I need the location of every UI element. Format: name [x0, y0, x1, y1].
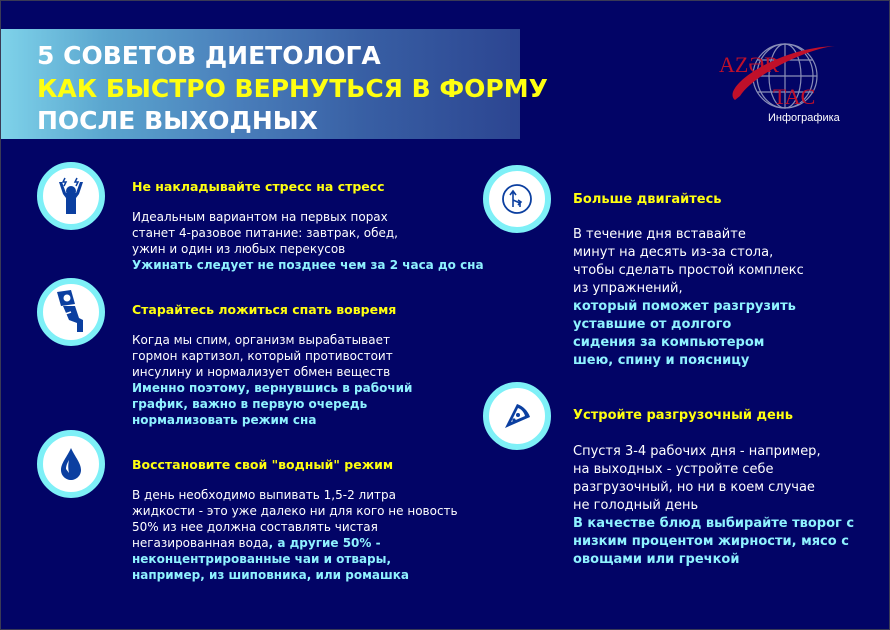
pizza-slice-icon	[501, 400, 533, 432]
tip-highlight-line: например, из шиповника, или ромашка	[132, 568, 409, 582]
title-line-1: 5 СОВЕТОВ ДИЕТОЛОГА	[37, 41, 381, 70]
tip-highlight-line: Именно поэтому, вернувшись в рабочий	[132, 381, 413, 395]
tip-text-line: ужин и один из любых перекусов	[132, 242, 346, 256]
tip-title: Не накладывайте стресс на стресс	[132, 179, 385, 194]
tip-icon-circle	[37, 162, 105, 230]
tip-body	[573, 226, 804, 370]
tip-body	[573, 443, 854, 569]
globe-icon	[715, 38, 845, 118]
tip-text-line: не голодный день	[573, 498, 699, 513]
tip-text-line: Когда мы спим, организм вырабатывает	[132, 333, 390, 347]
tip-body	[132, 209, 484, 273]
tip-highlight-line: который поможет разгрузить	[573, 299, 796, 314]
tip-title: Больше двигайтесь	[573, 192, 722, 207]
direction-arrows-icon	[501, 183, 533, 215]
tip-text-line: В день необходимо выпивать 1,5-2 литра	[132, 488, 396, 502]
tip-highlight-line: нормализовать режим сна	[132, 413, 317, 427]
tip-highlight-line: график, важно в первую очередь	[132, 397, 368, 411]
tip-highlight-line: низким процентом жирности, мясо с	[573, 534, 849, 549]
tip-title: Старайтесь ложиться спать вовремя	[132, 302, 397, 317]
tip-title: Устройте разгрузочный день	[573, 408, 793, 423]
svg-text:AZƏR: AZƏR	[719, 52, 779, 77]
tip-text-line: жидкости - это уже далеко ни для кого не новость	[132, 504, 458, 518]
svg-text:TAC: TAC	[773, 84, 816, 109]
logo-subtitle: Инфографика	[768, 112, 840, 124]
tip-body	[132, 332, 412, 428]
tip-highlight-line: В качестве блюд выбирайте творог с	[573, 516, 855, 531]
tip-highlight-line: шею, спину и поясницу	[573, 353, 750, 368]
title-line-2: КАК БЫСТРО ВЕРНУТЬСЯ В ФОРМУ	[37, 74, 548, 103]
tip-icon-circle	[483, 165, 551, 233]
tip-body	[132, 487, 458, 583]
tip-icon-circle	[37, 430, 105, 498]
title-line-3: ПОСЛЕ ВЫХОДНЫХ	[37, 106, 318, 135]
tip-icon-circle	[37, 278, 105, 346]
water-drop-icon	[59, 447, 83, 481]
tip-highlight-line: уставшие от долгого	[573, 317, 732, 332]
tip-highlight-fragment: , а другие 50% -	[268, 536, 381, 550]
tip-text-line: Идеальным вариантом на первых порах	[132, 210, 388, 224]
tip-highlight-line: Ужинать следует не позднее чем за 2 часа до сна	[132, 258, 484, 272]
tip-text-line: инсулину и нормализует обмен веществ	[132, 365, 391, 379]
tip-text-line: на выходных - устройте себе	[573, 462, 774, 477]
stressed-person-icon	[53, 176, 89, 216]
tip-text-line: станет 4-разовое питание: завтрак, обед,	[132, 226, 398, 240]
tip-highlight-line: овощами или гречкой	[573, 552, 740, 567]
tip-highlight-line: неконцентрированные чаи и отвары,	[132, 552, 392, 566]
tip-icon-circle	[483, 382, 551, 450]
tip-text-line: минут на десять из-за стола,	[573, 245, 774, 260]
tip-text-fragment: негазированная вода	[132, 536, 269, 550]
tip-mixed-line	[132, 535, 458, 551]
tip-title: Восстановите свой "водный" режим	[132, 457, 394, 472]
tip-text-line: 50% из нее должна составлять чистая	[132, 520, 378, 534]
tip-text-line: Спустя 3-4 рабочих дня - например,	[573, 444, 821, 459]
sleeping-person-icon	[53, 290, 89, 334]
tip-text-line: гормон картизол, который противостоит	[132, 349, 393, 363]
header-banner	[0, 29, 548, 139]
tip-text-line: разгрузочный, но ни в коем случае	[573, 480, 815, 495]
tip-text-line: из упражнений,	[573, 281, 683, 296]
tip-highlight-line: сидения за компьютером	[573, 335, 765, 350]
tip-text-line: В течение дня вставайте	[573, 227, 746, 242]
tip-text-line: чтобы сделать простой комплекс	[573, 263, 804, 278]
